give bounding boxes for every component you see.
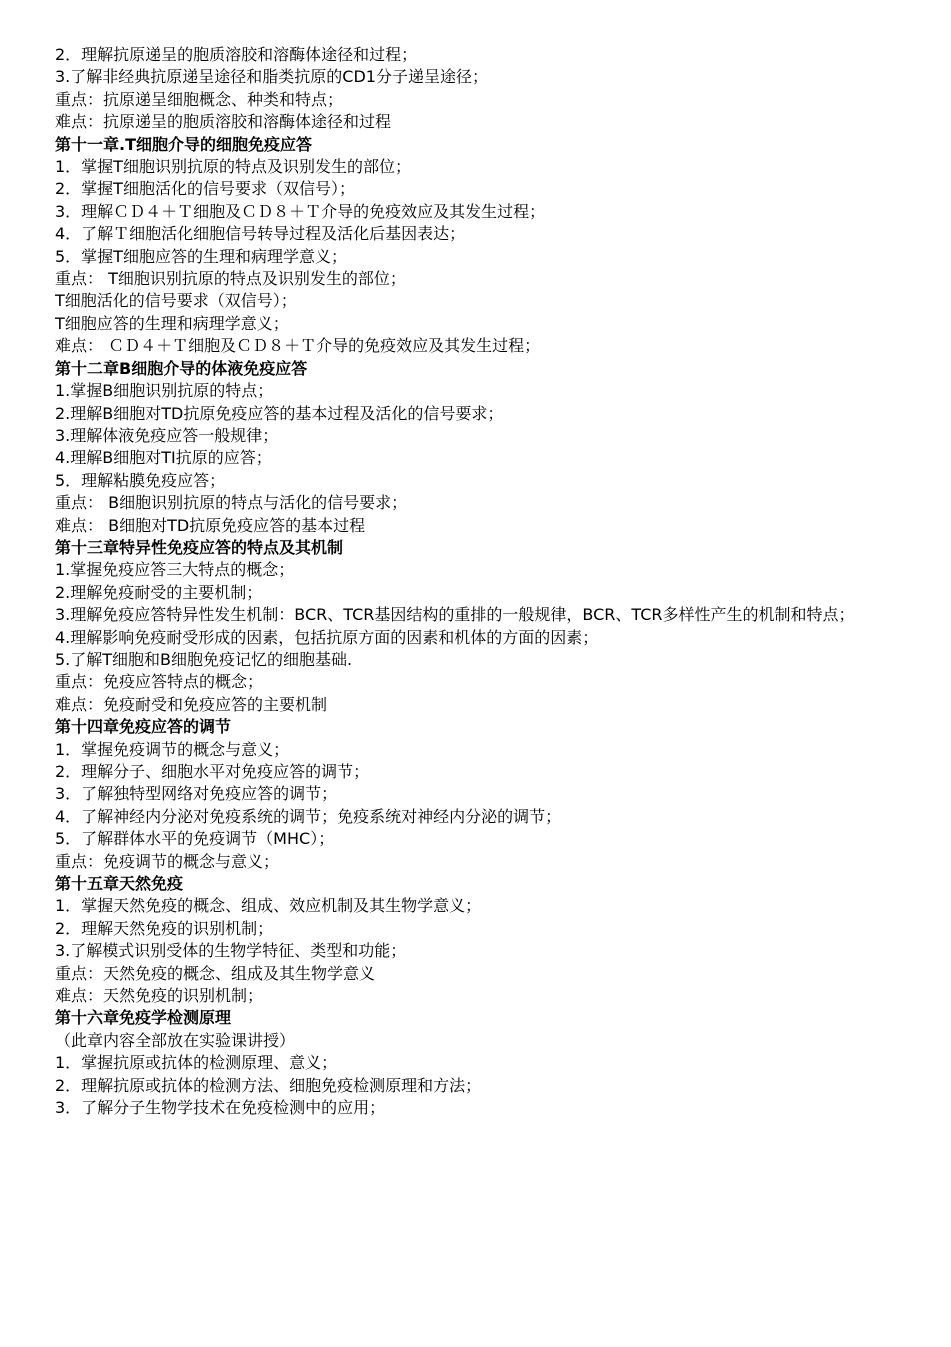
text-line: 2．理解分子、细胞水平对免疫应答的调节； [55, 762, 370, 781]
text-line: 2．理解天然免疫的识别机制； [55, 918, 274, 938]
text-line: （此章内容全部放在实验课讲授） [55, 1030, 296, 1050]
text-line: 1.掌握免疫应答三大特点的概念； [55, 560, 295, 580]
text-line: 4．了解神经内分泌对免疫系统的调节；免疫系统对神经内分泌的调节； [55, 806, 562, 826]
text-line: 重点：免疫调节的概念与意义； [55, 851, 280, 871]
text-line: 4.理解B细胞对TI抗原的应答； [55, 448, 272, 468]
text-line: 3.理解免疫应答特异性发生机制：BCR、TCR基因结构的重排的一般规律，BCR、TCR多样性产生的机制和特点； [55, 605, 855, 625]
document-body [55, 44, 905, 1120]
text-line: 1．掌握免疫调节的概念与意义； [55, 739, 290, 759]
chapter-heading: 第十六章免疫学检测原理 [55, 1008, 232, 1028]
text-line: 难点： ＣＤ４＋Ｔ细胞及ＣＤ８＋Ｔ介导的免疫效应及其发生过程； [55, 336, 541, 356]
text-line: 2.理解免疫耐受的主要机制； [55, 582, 263, 602]
text-line: 3.了解模式识别受体的生物学特征、类型和功能； [55, 941, 407, 961]
text-line: 重点： T细胞识别抗原的特点及识别发生的部位； [55, 269, 406, 289]
chapter-heading: 第十三章特异性免疫应答的特点及其机制 [55, 537, 344, 557]
text-line: 4.理解影响免疫耐受形成的因素，包括抗原方面的因素和机体的方面的因素； [55, 627, 599, 647]
text-line: 3．理解ＣＤ４＋Ｔ细胞及ＣＤ８＋Ｔ介导的免疫效应及其发生过程； [55, 201, 546, 221]
text-line: 难点：天然免疫的识别机制； [55, 986, 264, 1006]
text-line: 重点：天然免疫的概念、组成及其生物学意义 [55, 963, 376, 983]
text-line: 5．了解群体水平的免疫调节（MHC）； [55, 829, 335, 849]
text-line: 3．了解分子生物学技术在免疫检测中的应用； [55, 1098, 386, 1118]
chapter-heading: 第十二章B细胞介导的体液免疫应答 [55, 358, 308, 378]
text-line: 2．掌握T细胞活化的信号要求（双信号）； [55, 179, 355, 199]
text-line: 2．理解抗原或抗体的检测方法、细胞免疫检测原理和方法； [55, 1075, 482, 1095]
text-line: 5.了解T细胞和B细胞免疫记忆的细胞基础. [55, 649, 353, 669]
chapter-heading: 第十一章.T细胞介导的细胞免疫应答 [55, 134, 312, 154]
text-line: 4．了解Ｔ细胞活化细胞信号转导过程及活化后基因表达； [55, 224, 466, 244]
text-line: 3．了解独特型网络对免疫应答的调节； [55, 784, 338, 804]
chapter-heading: 第十五章天然免疫 [55, 874, 184, 894]
text-line: 难点：免疫耐受和免疫应答的主要机制 [55, 694, 328, 714]
text-line: 1．掌握抗原或抗体的检测原理、意义； [55, 1053, 338, 1073]
text-line: 3.了解非经典抗原递呈途径和脂类抗原的CD1分子递呈途径； [55, 67, 488, 87]
text-line: 2．理解抗原递呈的胞质溶胶和溶酶体途径和过程； [55, 45, 418, 64]
text-line: 3.理解体液免疫应答一般规律； [55, 425, 279, 445]
text-line: 重点：免疫应答特点的概念； [55, 672, 264, 692]
chapter-heading: 第十四章免疫应答的调节 [55, 717, 232, 737]
text-line: 1．掌握T细胞识别抗原的特点及识别发生的部位； [55, 157, 411, 177]
text-line: 1.掌握B细胞识别抗原的特点； [55, 381, 274, 401]
text-line: 重点：抗原递呈细胞概念、种类和特点； [55, 89, 344, 109]
text-line: 5．掌握T细胞应答的生理和病理学意义； [55, 246, 347, 266]
text-line: 难点： B细胞对TD抗原免疫应答的基本过程 [55, 515, 366, 535]
text-line: 重点： B细胞识别抗原的特点与活化的信号要求； [55, 493, 408, 513]
text-line: 5．理解粘膜免疫应答； [55, 470, 226, 490]
text-line: 1．掌握天然免疫的概念、组成、效应机制及其生物学意义； [55, 896, 482, 916]
text-line: T细胞活化的信号要求（双信号）； [55, 291, 297, 311]
text-line: T细胞应答的生理和病理学意义； [55, 313, 289, 333]
text-line: 难点：抗原递呈的胞质溶胶和溶酶体途径和过程 [55, 112, 392, 132]
text-line: 2.理解B细胞对TD抗原免疫应答的基本过程及活化的信号要求； [55, 403, 504, 423]
